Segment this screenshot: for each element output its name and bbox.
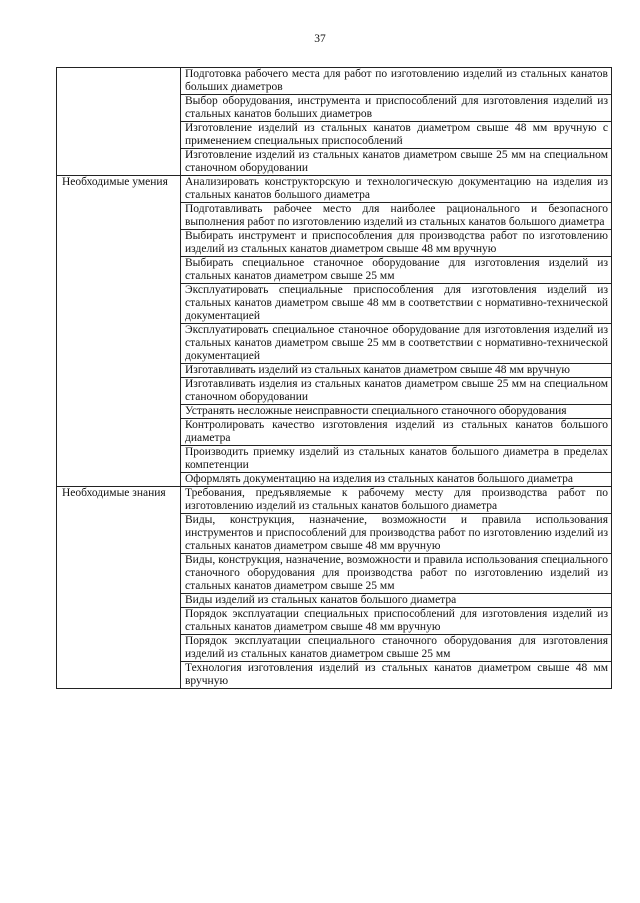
table-cell: Подготавливать рабочее место для наиболее рационального и безопасного выполнения работ по изготовлению изделий из стальных канатов большого диаметра	[181, 203, 612, 230]
table-cell: Анализировать конструкторскую и технологическую документацию на изделия из стальных канатов большого диаметра	[181, 176, 612, 203]
table-cell: Виды, конструкция, назначение, возможности и правила использования инструментов и приспособлений для производства работ по изготовлению изделий из стальных канатов диаметром свыше 48 мм вручную	[181, 514, 612, 554]
table-cell: Изготавливать изделия из стальных канатов диаметром свыше 25 мм на специальном станочном оборудовании	[181, 378, 612, 405]
table-cell: Порядок эксплуатации специального станочного оборудования для изготовления изделий из стальных канатов диаметром свыше 25 мм	[181, 635, 612, 662]
table-cell: Эксплуатировать специальное станочное оборудование для изготовления изделий из стальных канатов диаметром свыше 25 мм в соответствии с нормативно-технической документацией	[181, 324, 612, 364]
table-cell: Изготавливать изделий из стальных канатов диаметром свыше 48 мм вручную	[181, 364, 612, 378]
table-cell: Выбирать специальное станочное оборудование для изготовления изделий из стальных канатов диаметром свыше 25 мм	[181, 257, 612, 284]
table-cell: Выбирать инструмент и приспособления для производства работ по изготовлению изделий из стальных канатов диаметром свыше 48 мм вручную	[181, 230, 612, 257]
table-cell: Устранять несложные неисправности специального станочного оборудования	[181, 405, 612, 419]
table-cell: Эксплуатировать специальные приспособления для изготовления изделий из стальных канатов диаметром свыше 48 мм в соответствии с нормативно-технической документацией	[181, 284, 612, 324]
table-cell: Изготовление изделий из стальных канатов диаметром свыше 25 мм на специальном станочном оборудовании	[181, 149, 612, 176]
table-row	[57, 68, 612, 95]
table-cell: Контролировать качество изготовления изделий из стальных канатов большого диаметра	[181, 419, 612, 446]
table-row	[57, 487, 612, 514]
table-cell: Производить приемку изделий из стальных канатов большого диаметра в пределах компетенции	[181, 446, 612, 473]
table-cell: Виды, конструкция, назначение, возможности и правила использования специального станочного оборудования для производства работ по изготовлению изделий из стальных канатов диаметром свыше 25 мм	[181, 554, 612, 594]
table-cell: Подготовка рабочего места для работ по изготовлению изделий из стальных канатов больших диаметров	[181, 68, 612, 95]
table-cell: Изготовление изделий из стальных канатов диаметром свыше 48 мм вручную с применением специальных приспособлений	[181, 122, 612, 149]
row-label	[57, 68, 181, 176]
table-cell: Порядок эксплуатации специальных приспособлений для изготовления изделий из стальных канатов диаметром свыше 48 мм вручную	[181, 608, 612, 635]
table-cell: Оформлять документацию на изделия из стальных канатов большого диаметра	[181, 473, 612, 487]
table-cell: Выбор оборудования, инструмента и приспособлений для изготовления изделий из стальных канатов больших диаметров	[181, 95, 612, 122]
skills-label: Необходимые умения	[57, 176, 181, 487]
table-row	[57, 176, 612, 203]
requirements-table	[56, 67, 612, 689]
table-cell: Требования, предъявляемые к рабочему месту для производства работ по изготовлению изделий из стальных канатов большого диаметра	[181, 487, 612, 514]
table-cell: Виды изделий из стальных канатов большого диаметра	[181, 594, 612, 608]
knowledge-label: Необходимые знания	[57, 487, 181, 689]
page-number: 37	[314, 33, 326, 45]
table-cell: Технология изготовления изделий из стальных канатов диаметром свыше 48 мм вручную	[181, 662, 612, 689]
